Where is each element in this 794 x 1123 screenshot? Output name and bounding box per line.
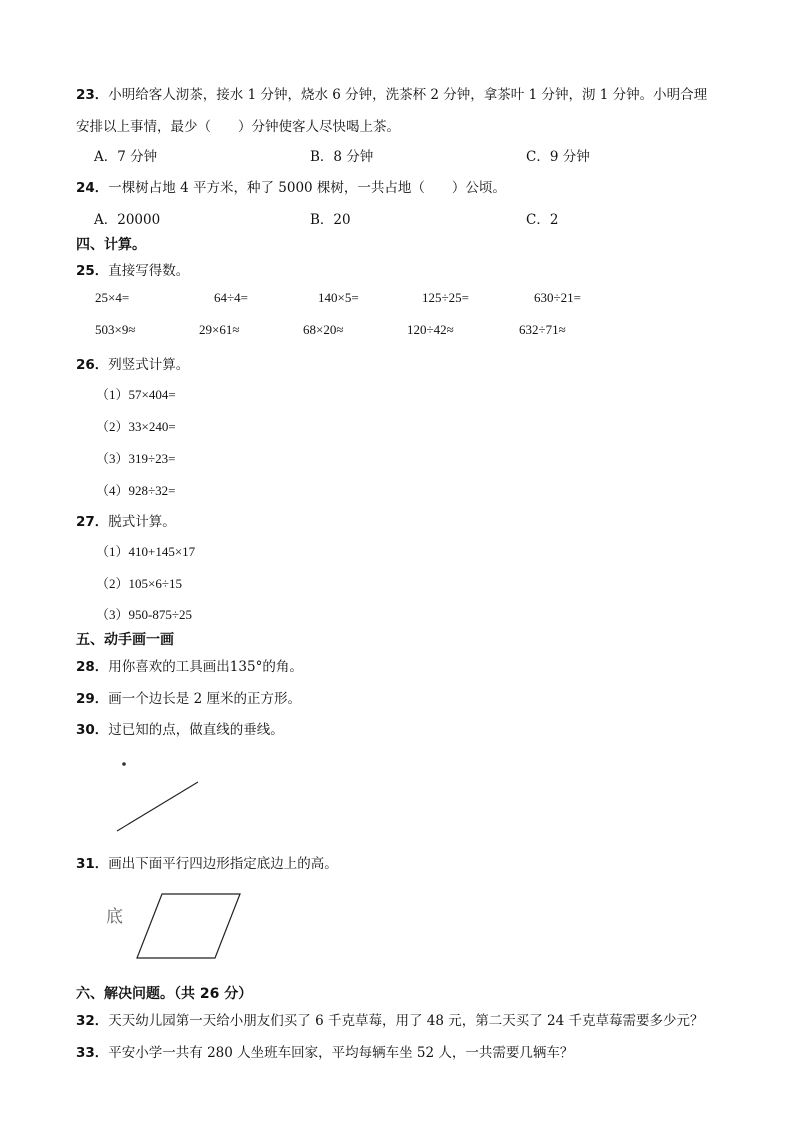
parallelogram: [137, 894, 240, 958]
q29-text: 画一个边长是 2 厘米的正方形。: [108, 691, 301, 707]
q26-item: （1）57×404=: [96, 387, 176, 402]
q25-number: 25．: [76, 263, 109, 279]
q24-option-b: B．20: [310, 212, 351, 228]
q33: [76, 1041, 573, 1061]
q27-text: 脱式计算。: [108, 514, 176, 530]
q25-row2-item: 68×20≈: [303, 322, 344, 337]
q33-text: 平安小学一共有 280 人坐班车回家，平均每辆车坐 52 人，一共需要几辆车？: [108, 1045, 574, 1061]
q23-option-b: B．8 分钟: [310, 149, 374, 165]
q23-option-a: A．7 分钟: [94, 149, 158, 165]
q25-text: 直接写得数。: [108, 263, 190, 279]
q29-number: 29．: [76, 691, 109, 707]
q28-text: 用你喜欢的工具画出135°的角。: [108, 659, 303, 675]
q32: [76, 1009, 704, 1029]
q29: [76, 687, 301, 707]
q27-item: （1）410+145×17: [96, 544, 196, 559]
q24-number: 24．: [76, 180, 109, 196]
q26: [76, 353, 189, 373]
q23-number: 23．: [76, 87, 109, 103]
q32-text: 天天幼儿园第一天给小朋友们买了 6 千克草莓，用了 48 元，第二天买了 24 千克草莓需要多少元？: [108, 1013, 704, 1029]
q30: [76, 718, 284, 738]
q27: [76, 510, 176, 530]
q25-row1-item: 25×4=: [95, 290, 130, 305]
q30-text: 过已知的点，做直线的垂线。: [108, 722, 284, 738]
q31-text: 画出下面平行四边形指定底边上的高。: [108, 856, 338, 872]
q24-option-a: A．20000: [94, 212, 161, 228]
q25-row2-item: 632÷71≈: [519, 322, 566, 337]
given-point: [122, 762, 126, 766]
section4-title: 四、计算。: [76, 237, 146, 253]
q23-line2: 安排以上事情，最少（ ）分钟使客人尽快喝上茶。: [76, 119, 400, 135]
q32-number: 32．: [76, 1013, 109, 1029]
q28-number: 28．: [76, 659, 109, 675]
q24: [76, 176, 506, 196]
q23-option-c: C．9 分钟: [526, 149, 590, 165]
q25: [76, 259, 189, 279]
q25-row2-item: 120÷42≈: [407, 322, 454, 337]
q30-number: 30．: [76, 722, 109, 738]
q26-item: （4）928÷32=: [96, 483, 176, 498]
q25-row1-item: 125÷25=: [422, 290, 469, 305]
q27-item: （3）950-875÷25: [96, 607, 192, 622]
base-label: 底: [106, 907, 123, 927]
q25-row1-item: 630÷21=: [534, 290, 581, 305]
q31: [76, 852, 338, 872]
q31-number: 31．: [76, 856, 109, 872]
q25-row1-item: 64÷4=: [214, 290, 248, 305]
q24-text: 一棵树占地 4 平方米，种了 5000 棵树，一共占地（ ）公顷。: [108, 180, 506, 196]
q28: [76, 655, 303, 675]
q26-item: （3）319÷23=: [96, 451, 176, 466]
q23: [76, 83, 707, 103]
q33-number: 33．: [76, 1045, 109, 1061]
q25-row1-item: 140×5=: [318, 290, 359, 305]
q25-row2-item: 503×9≈: [95, 322, 136, 337]
section5-title: 五、动手画一画: [76, 632, 174, 648]
q26-text: 列竖式计算。: [108, 357, 190, 373]
q27-item: （2）105×6÷15: [96, 576, 182, 591]
q24-option-c: C．2: [526, 212, 559, 228]
q25-row2-item: 29×61≈: [199, 322, 240, 337]
q26-item: （2）33×240=: [96, 419, 176, 434]
given-line: [117, 782, 198, 831]
q23-line1: 小明给客人沏茶，接水 1 分钟，烧水 6 分钟，洗茶杯 2 分钟，拿茶叶 1 分钟，沏 1 分钟。小明合理: [108, 87, 708, 103]
q26-number: 26．: [76, 357, 109, 373]
section6-title: 六、解决问题。（共 26 分）: [76, 986, 253, 1002]
q27-number: 27．: [76, 514, 109, 530]
